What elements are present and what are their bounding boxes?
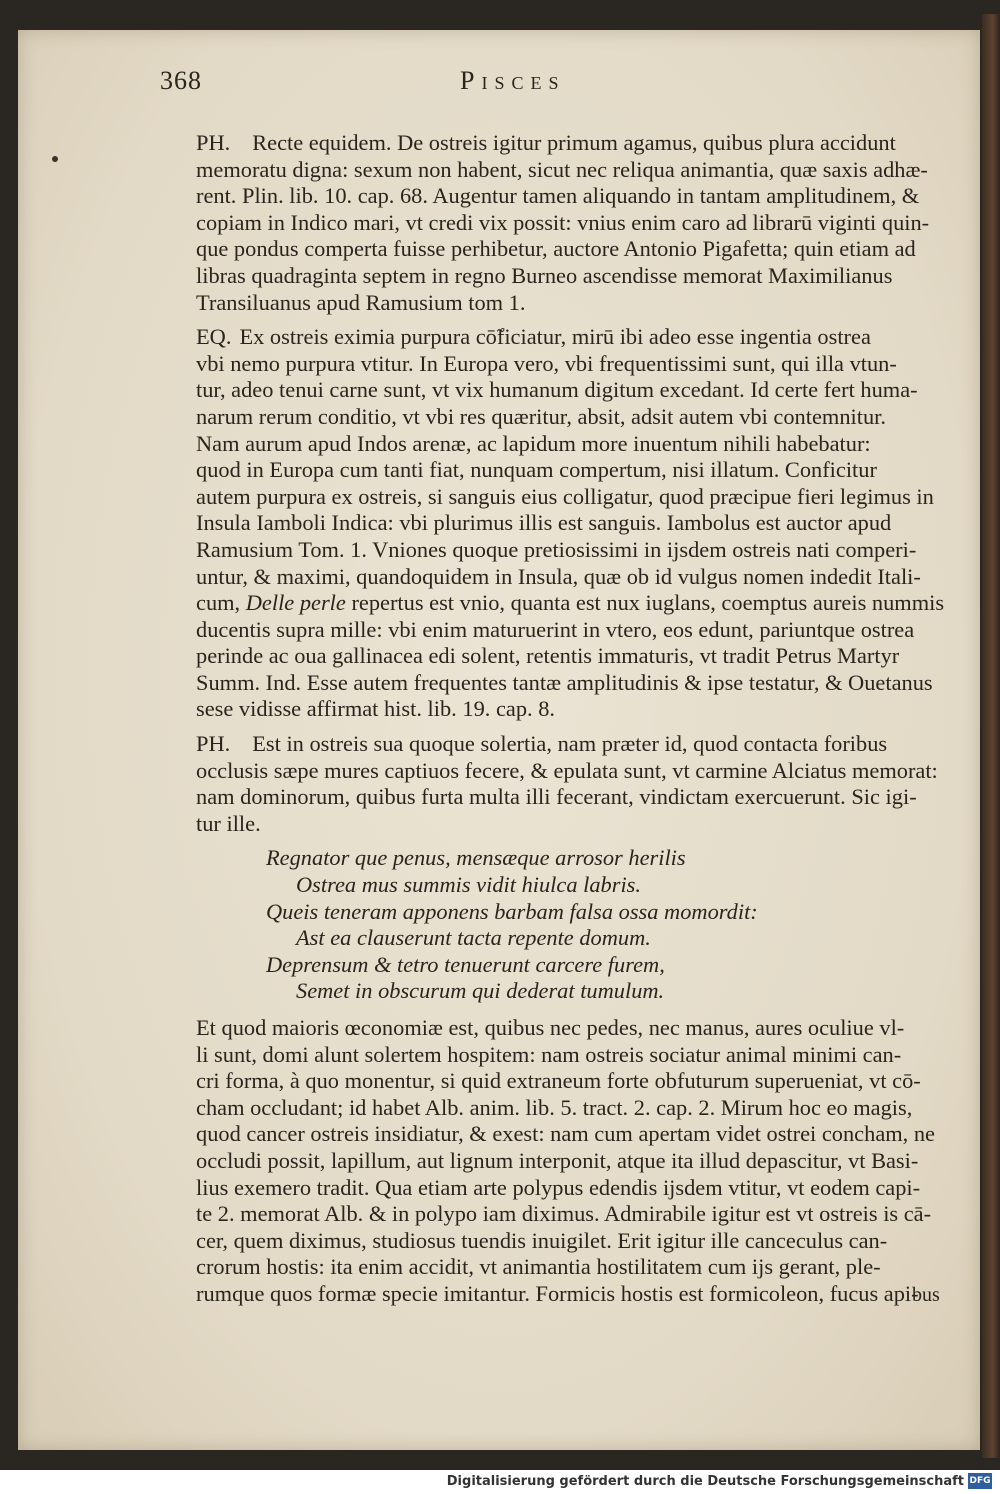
catchword: bus <box>912 1284 940 1306</box>
poem-line: Semet in obscurum qui dederat tumulum. <box>296 978 665 1004</box>
text-line: untur, & maximi, quandoquidem in Insula, quæ ob id vulgus nomen indedit Itali- <box>196 563 921 589</box>
funding-notice: Digitalisierung gefördert durch die Deutsche Forschungsgemeinschaft <box>446 1474 964 1489</box>
text-line: copiam in Indico mari, vt credi vix possit: vnius enim caro ad librarū viginti quin- <box>196 209 930 235</box>
paragraph-eq <box>196 324 948 723</box>
poem-line: Queis teneram apponens barbam falsa ossa momordit: <box>266 898 758 924</box>
text-line: te 2. memorat Alb. & in polypo iam diximus. Admirabile igitur est vt ostreis is cā- <box>196 1201 932 1227</box>
text-line: que pondus comperta fuisse perhibetur, auctore Antonio Pigafetta; quin etiam ad <box>196 236 916 262</box>
text-line: cri forma, à quo monentur, si quid extraneum forte obfuturum superueniat, vt cō- <box>196 1068 921 1094</box>
page-number: 368 <box>160 66 202 95</box>
text-line: ducentis supra mille: vbi enim maturuerint in vtero, eos edunt, pariuntque ostrea <box>196 616 915 642</box>
text-line: libras quadraginta septem in regno Burneo ascendisse memorat Maximilianus <box>196 262 893 288</box>
text-line: Ramusium Tom. 1. Vniones quoque pretiosissimi in ijsdem ostreis nati comperi- <box>196 536 917 562</box>
page-header <box>160 66 940 106</box>
paragraph-ph-2 <box>196 731 948 837</box>
footer-bar <box>0 1470 1000 1494</box>
line-text: Est in ostreis sua quoque solertia, nam præter id, quod contacta foribus <box>252 731 888 757</box>
text-line: vbi nemo purpura vtitur. In Europa vero, vbi frequentissimi sunt, qui illa vtun- <box>196 350 897 376</box>
text-line: lius exemero tradit. Qua etiam arte polypus edendis ijsdem vtitur, vt eodem capi- <box>196 1174 921 1200</box>
text-line: autem purpura ex ostreis, si sanguis eius colligatur, quod præcipue fieri legimus in <box>196 483 934 509</box>
text-line: cer, quem diximus, studiosus tuendis inuigilet. Erit igitur ille canceculus can- <box>196 1227 888 1253</box>
body-text <box>196 130 948 1316</box>
text-line: Insula Iamboli Indica: vbi plurimus illis est sanguis. Iambolus est auctor apud <box>196 510 892 536</box>
poem-line: Ostrea mus summis vidit hiulca labris. <box>296 872 641 898</box>
text-line: rumque quos formæ specie imitantur. Formicis hostis est formicoleon, fucus api- <box>196 1280 919 1306</box>
text-line <box>196 130 948 157</box>
poem-line: Deprensum & tetro tenuerunt carcere furem, <box>266 951 665 977</box>
poem-line: Ast ea clauserunt tacta repente domum. <box>296 925 651 951</box>
text-line: sese vidisse affirmat hist. lib. 19. cap. 8. <box>196 696 556 722</box>
text-line: li sunt, domi alunt solertem hospitem: nam ostreis sociatur animal minimi can- <box>196 1041 902 1067</box>
text-line: cum, Delle perle repertus est vnio, quanta est nux iuglans, coemptus aureis nummis <box>196 590 945 616</box>
dfg-logo: DFG <box>968 1473 992 1489</box>
text-line: rent. Plin. lib. 10. cap. 68. Augentur tamen aliquando in tantam amplitudinem, & <box>196 183 920 209</box>
poem-line: Regnator que penus, mensæque arrosor herilis <box>266 845 686 871</box>
book-binding-edge <box>982 14 1000 1458</box>
text-line <box>196 324 948 351</box>
line-text: Ex ostreis eximia purpura cō̃ficiatur, mirū ibi adeo esse ingentia ostrea <box>239 324 871 350</box>
speaker-label: PH. <box>196 130 231 155</box>
text-line: narum rerum conditio, vt vbi res quæritur, absit, adsit autem vbi contemnitur. <box>196 403 886 429</box>
paragraph-closing <box>196 1015 948 1308</box>
speaker-label: EQ. <box>196 324 232 350</box>
line-text: Recte equidem. De ostreis igitur primum agamus, quibus plura accidunt <box>252 130 896 155</box>
text-line: Nam aurum apud Indos arenæ, ac lapidum more inuentum nihili habebatur: <box>196 430 871 456</box>
paragraph-ph-1 <box>196 130 948 316</box>
text-line: cham occludant; id habet Alb. anim. lib. 5. tract. 2. cap. 2. Mirum hoc eo magis, <box>196 1094 913 1120</box>
running-head: Pisces <box>460 66 566 95</box>
text-line: occludi possit, lapillum, aut lignum interponit, atque ita illud depascitur, vt Basi- <box>196 1147 919 1173</box>
text-line: memoratu digna: sexum non habent, sicut nec reliqua animantia, quæ saxis adhæ- <box>196 156 928 182</box>
margin-mark <box>52 156 58 162</box>
text-line: nam dominorum, quibus furta multa illi fecerant, vindictam exercuerunt. Sic igi- <box>196 784 917 810</box>
text-line: quod in Europa cum tanti fiat, nunquam compertum, nisi illatum. Conficitur <box>196 457 877 483</box>
text-line: tur, adeo tenui carne sunt, vt vix humanum digitum excedant. Id certe fert huma- <box>196 377 918 403</box>
text-line: crorum hostis: ita enim accidit, vt animantia hostilitatem cum ijs gerant, ple- <box>196 1254 881 1280</box>
text-line: Summ. Ind. Esse autem frequentes tantæ amplitudinis & ipse testatur, & Ouetanus <box>196 669 933 695</box>
text-line: Et quod maioris œconomiæ est, quibus nec pedes, nec manus, aures oculiue vl- <box>196 1015 905 1040</box>
text-line <box>196 731 948 758</box>
text-line: Transiluanus apud Ramusium tom 1. <box>196 289 526 315</box>
text-line: quod cancer ostreis insidiatur, & exest: nam cum apertam videt ostrei concham, ne <box>196 1121 935 1147</box>
text-line: occlusis sæpe mures captiuos fecere, & epulata sunt, vt carmine Alciatus memorat: <box>196 757 938 783</box>
text-line: perinde ac oua gallinacea edi solent, retentis immaturis, vt tradit Petrus Martyr <box>196 643 900 669</box>
italic-phrase: Delle perle <box>245 590 346 616</box>
poem <box>266 845 948 1005</box>
text-line: tur ille. <box>196 810 261 836</box>
speaker-label: PH. <box>196 731 231 757</box>
